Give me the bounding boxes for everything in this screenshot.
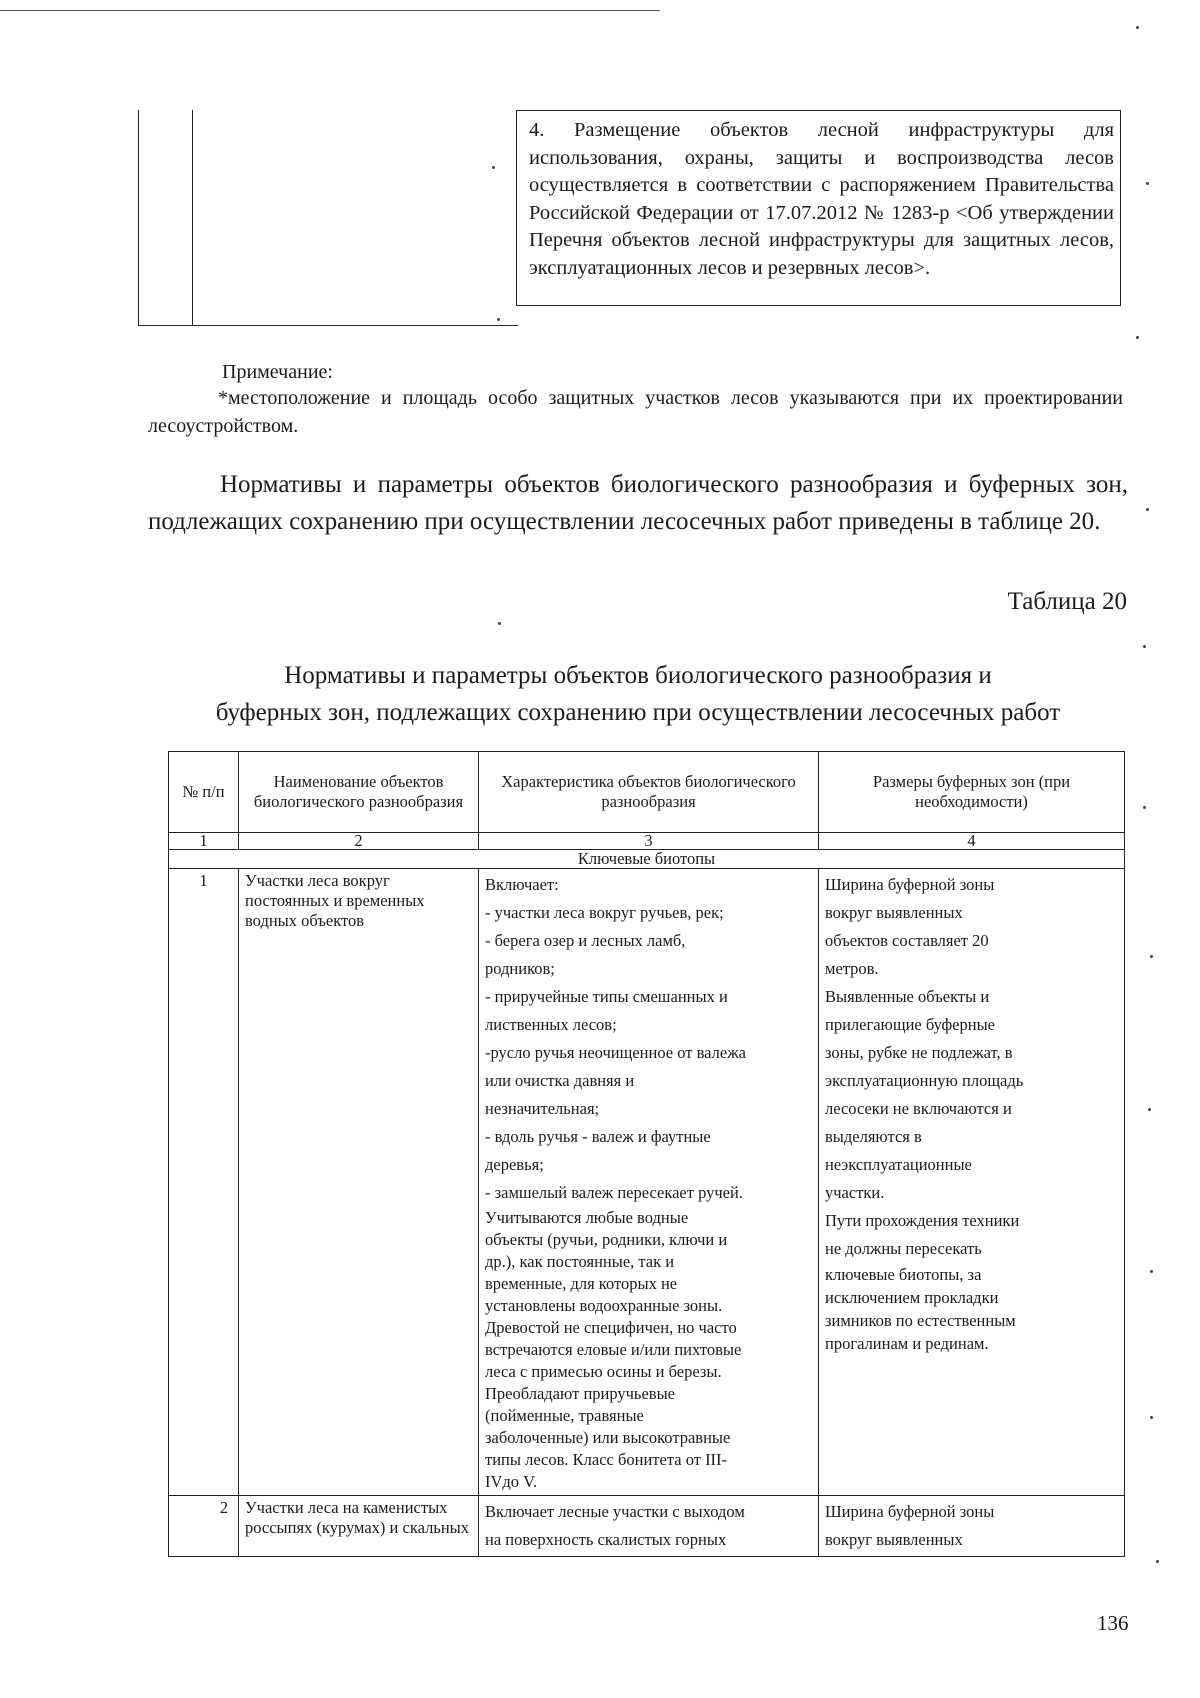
text-line: - берега озер и лесных ламб,	[485, 931, 686, 950]
text-line: -русло ручья неочищенное от валежа	[485, 1043, 746, 1062]
text-line: IVдо V.	[485, 1472, 538, 1491]
table-border	[138, 325, 518, 326]
object-characteristics	[479, 1496, 819, 1557]
text-line: незначительная;	[485, 1099, 600, 1118]
column-number: 1	[169, 833, 239, 850]
text-line: Включает:	[485, 875, 559, 894]
text-line: вокруг выявленных	[825, 903, 963, 922]
text-line: заболоченные) или высокотравные	[485, 1428, 731, 1447]
text-line: - замшелый валеж пересекает ручей.	[485, 1183, 743, 1202]
table-title-line: Нормативы и параметры объектов биологического разнообразия и	[284, 662, 992, 689]
text-line: Учитываются любые водные	[485, 1208, 689, 1227]
object-name: Участки леса вокруг постоянных и временных водных объектов	[239, 869, 479, 1496]
scan-speck	[1146, 182, 1149, 185]
text-line: Древостой не специфичен, но часто	[485, 1318, 737, 1337]
table-title-line: буферных зон, подлежащих сохранению при осуществлении лесосечных работ	[215, 699, 1061, 726]
text-line: - участки леса вокруг ручьев, рек;	[485, 903, 724, 922]
text-line: ключевые биотопы, за	[825, 1265, 982, 1284]
intro-paragraph: Нормативы и параметры объектов биологического разнообразия и буферных зон, подлежащих сохранению при осуществлении лесосечных работ приведены в таблице 20.	[148, 471, 1128, 535]
column-number: 2	[239, 833, 479, 850]
scan-speck	[1150, 955, 1153, 958]
column-number: 4	[819, 833, 1125, 850]
scan-speck	[1143, 806, 1146, 809]
scan-speck	[1136, 336, 1139, 339]
row-number: 2	[169, 1496, 239, 1557]
text-line: эксплуатационную площадь	[825, 1071, 1024, 1090]
table-border	[192, 110, 193, 326]
table-row	[169, 869, 1125, 1496]
scan-speck	[1156, 1560, 1159, 1563]
text-line: объекты (ручьи, родники, ключи и	[485, 1230, 728, 1249]
text-line: временные, для которых не	[485, 1274, 678, 1293]
text-line: прогалинам и рединам.	[825, 1334, 989, 1353]
previous-table-fragment	[138, 110, 1125, 326]
text-line: типы лесов. Класс бонитета от III-	[485, 1450, 728, 1469]
text-line: леса с примесью осины и березы.	[485, 1362, 722, 1381]
scan-speck	[1150, 1416, 1153, 1419]
scan-speck	[1143, 645, 1146, 648]
text-line: Ширина буферной зоны	[825, 875, 995, 894]
page-number: 136	[1097, 1611, 1129, 1635]
scan-speck	[1150, 1270, 1153, 1273]
buffer-zone-size	[819, 869, 1125, 1496]
text-line: Выявленные объекты и	[825, 987, 990, 1006]
table-number: Таблица 20	[1007, 588, 1127, 615]
section-row	[169, 850, 1125, 869]
section-title: Ключевые биотопы	[169, 850, 1125, 869]
text-line: на поверхность скалистых горных	[485, 1530, 727, 1549]
text-line: - приручейные типы смешанных и	[485, 987, 728, 1006]
text-line: не должны пересекать	[825, 1239, 982, 1258]
text-line: - вдоль ручья - валеж и фаутные	[485, 1127, 711, 1146]
biodiversity-table	[168, 751, 1125, 1557]
text-line: Преобладают приручьевые	[485, 1384, 675, 1403]
header-cell: № п/п	[169, 752, 239, 833]
scan-speck	[1136, 26, 1139, 29]
column-number: 3	[479, 833, 819, 850]
text-line: лесосеки не включаются и	[825, 1099, 1012, 1118]
text-line: Пути прохождения техники	[825, 1211, 1020, 1230]
text-line: Включает лесные участки с выходом	[485, 1502, 745, 1521]
text-line: деревья;	[485, 1155, 544, 1174]
text-line: прилегающие буферные	[825, 1015, 995, 1034]
scan-edge-line	[0, 10, 660, 11]
header-cell: Характеристика объектов биологического разнообразия	[479, 752, 819, 833]
table-header-row	[169, 752, 1125, 833]
scan-speck	[498, 622, 501, 625]
scan-speck	[1148, 1108, 1151, 1111]
object-characteristics	[479, 869, 819, 1496]
text-line: неэксплуатационные	[825, 1155, 972, 1174]
header-cell: Размеры буферных зон (при необходимости)	[819, 752, 1125, 833]
object-name: Участки леса на каменистых россыпях (курумах) и скальных	[239, 1496, 479, 1557]
header-cell: Наименование объектов биологического разнообразия	[239, 752, 479, 833]
text-line: метров.	[825, 959, 879, 978]
text-line: др.), как постоянные, так и	[485, 1252, 675, 1271]
column-number-row	[169, 833, 1125, 850]
text-line: выделяются в	[825, 1127, 922, 1146]
text-line: зимников по естественным	[825, 1311, 1016, 1330]
table-border	[138, 110, 139, 326]
text-line: установлены водоохранные зоны.	[485, 1296, 723, 1315]
infrastructure-cell: 4. Размещение объектов лесной инфраструктуры для использования, охраны, защиты и воспроизводства лесов осуществляется в соответствии с распоряжением Правительства Российской Федерации от 17.07.2012 № 1283-р <Об утверждении Перечня объектов лесной инфраструктуры для защитных лесов, эксплуатационных лесов и резервных лесов>.	[516, 110, 1121, 306]
text-line: участки.	[825, 1183, 885, 1202]
text-line: лиственных лесов;	[485, 1015, 617, 1034]
text-line: объектов составляет 20	[825, 931, 989, 950]
text-line: исключением прокладки	[825, 1288, 999, 1307]
table-title	[148, 657, 1128, 731]
text-line: (пойменные, травяные	[485, 1406, 644, 1425]
table-row	[169, 1496, 1125, 1557]
text-line: встречаются еловые и/или пихтовые	[485, 1340, 742, 1359]
text-line: вокруг выявленных	[825, 1530, 963, 1549]
scan-speck	[1146, 508, 1149, 511]
note-text: *местоположение и площадь особо защитных участков лесов указываются при их проектировании лесоустройством.	[148, 387, 1123, 437]
text-line: или очистка давняя и	[485, 1071, 635, 1090]
text-line: зоны, рубке не подлежат, в	[825, 1043, 1013, 1062]
row-number: 1	[169, 869, 239, 1496]
note-title: Примечание:	[222, 361, 333, 383]
buffer-zone-size	[819, 1496, 1125, 1557]
text-line: родников;	[485, 959, 555, 978]
text-line: Ширина буферной зоны	[825, 1502, 995, 1521]
